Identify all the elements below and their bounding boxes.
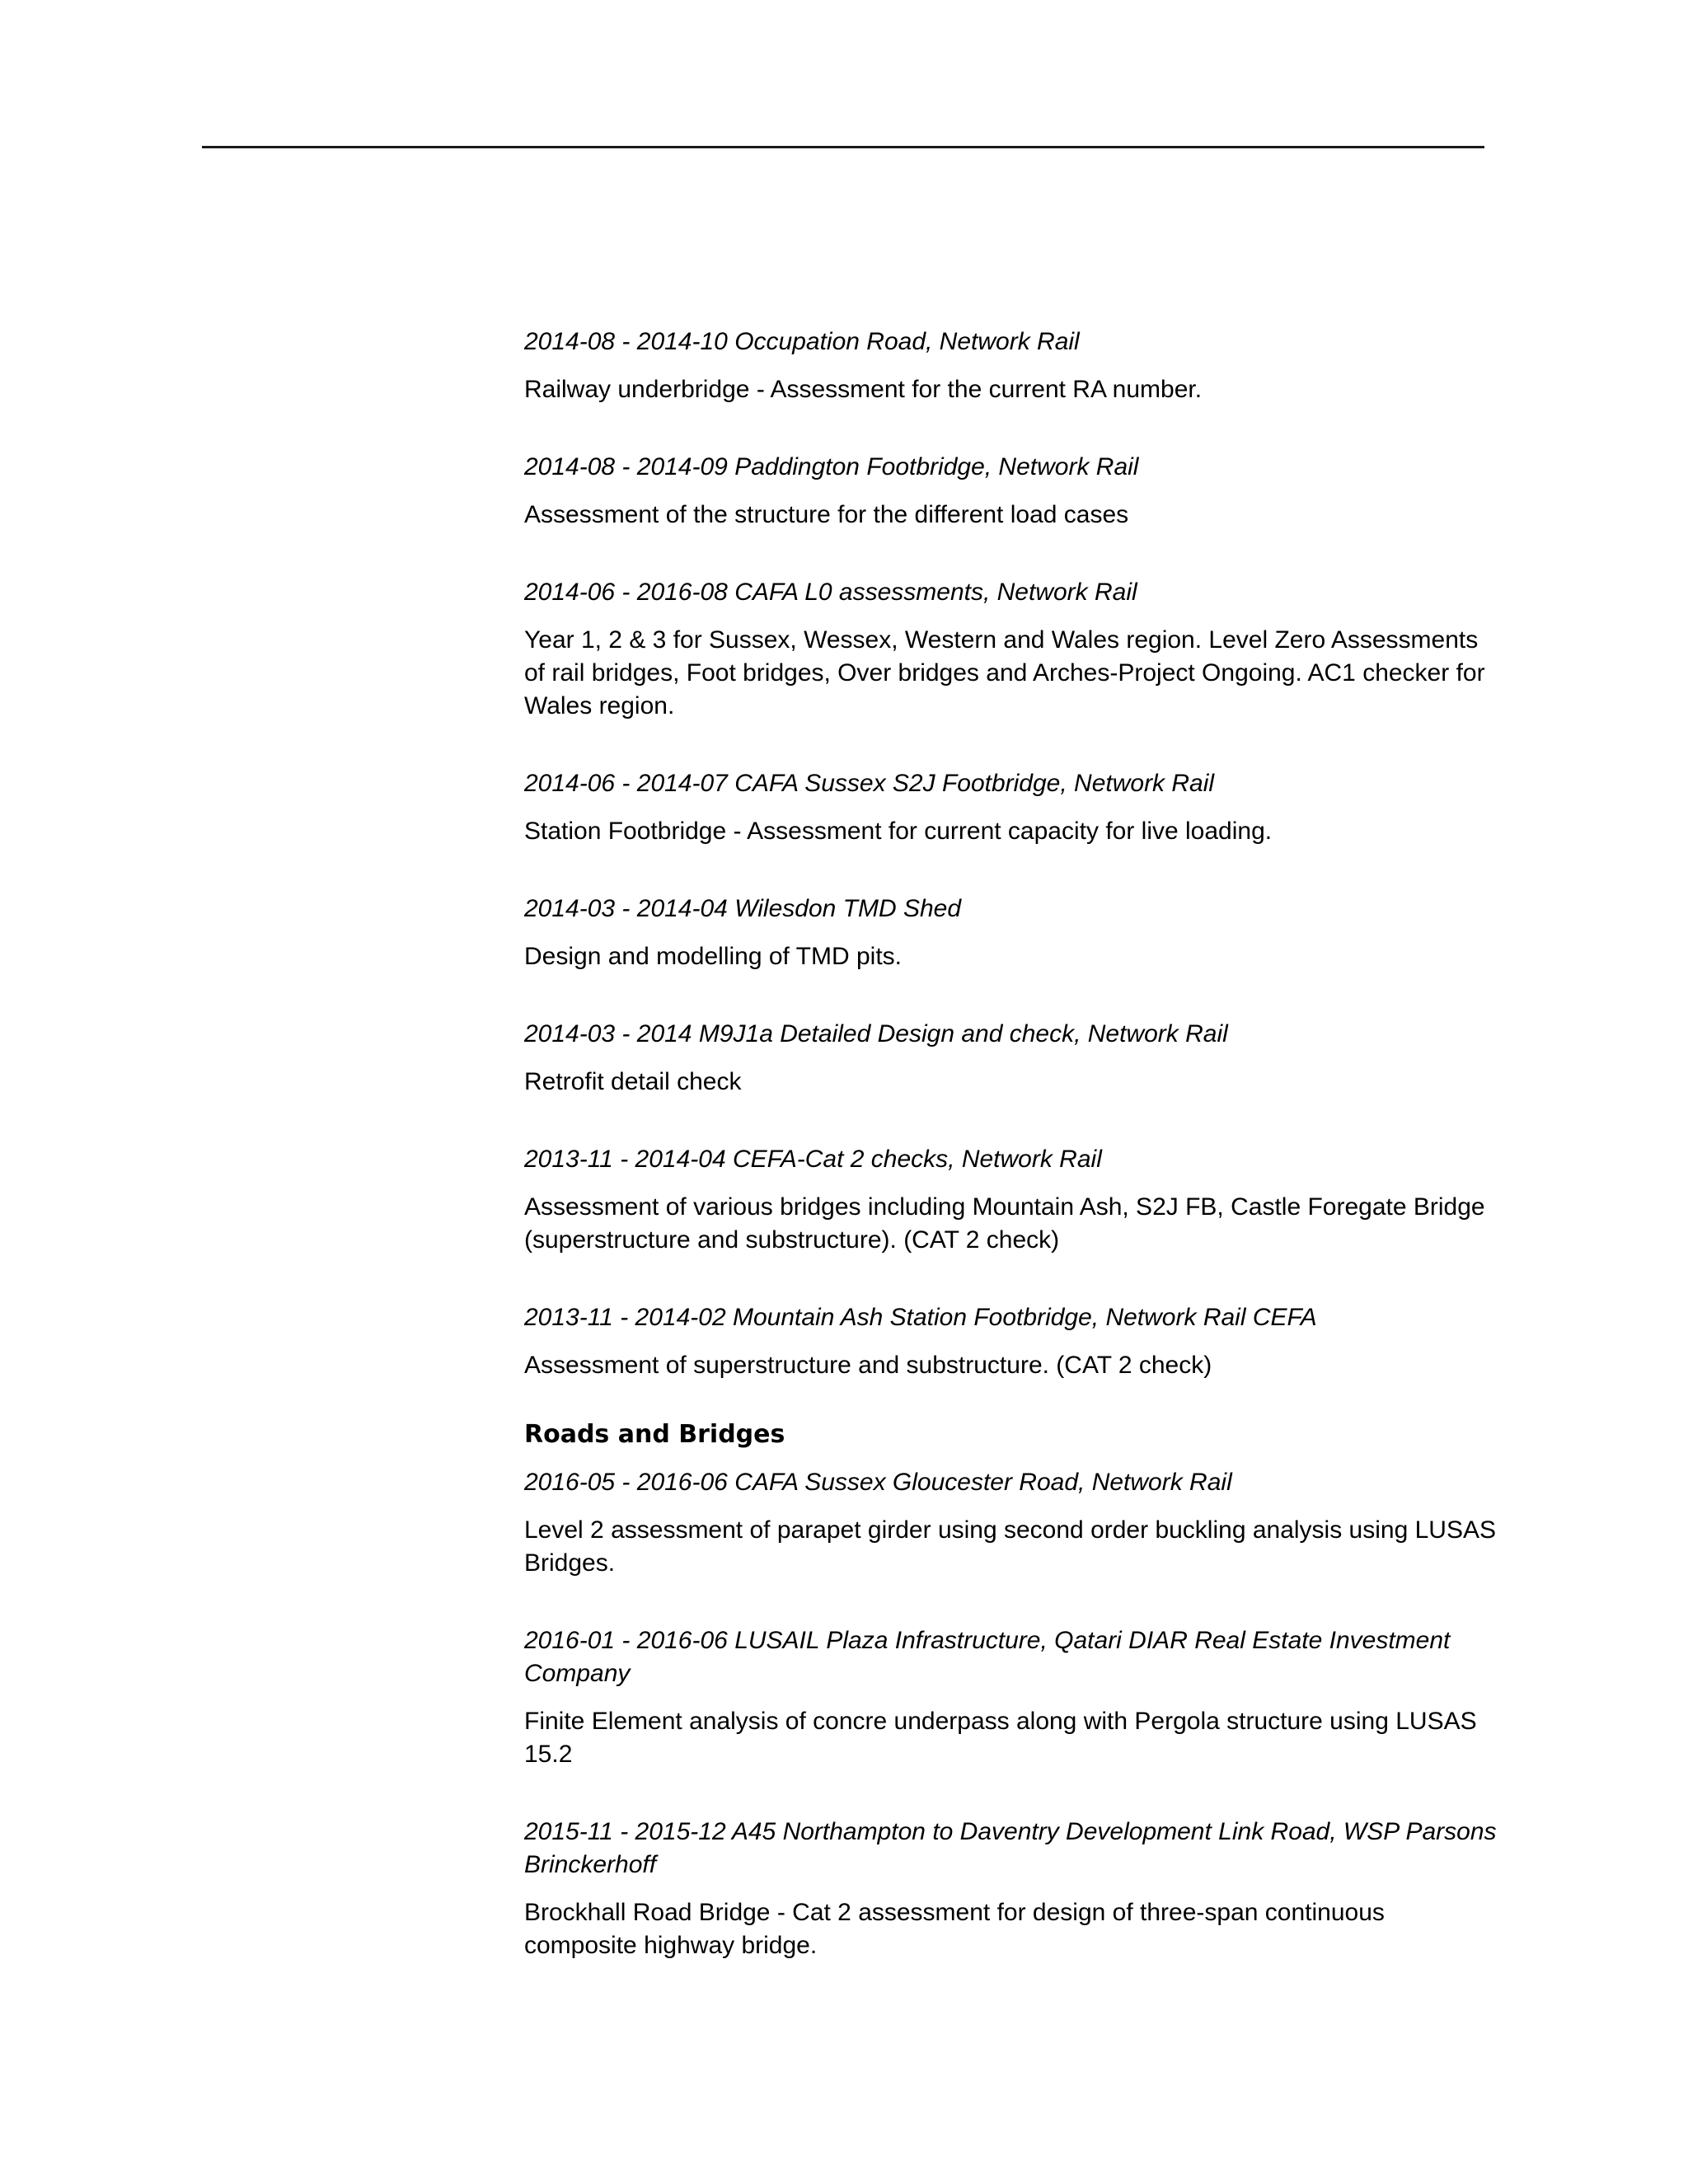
project-entry — [524, 576, 1497, 723]
project-title: 2015-11 - 2015-12 A45 Northampton to Daventry Development Link Road, WSP Parsons Brinckerhoff — [524, 1818, 1497, 1878]
project-title: 2013-11 - 2014-04 CEFA-Cat 2 checks, Network Rail — [524, 1146, 1102, 1173]
project-entry — [524, 1143, 1497, 1257]
project-title: 2014-08 - 2014-09 Paddington Footbridge, Network Rail — [524, 453, 1139, 480]
project-title: 2014-03 - 2014-04 Wilesdon TMD Shed — [524, 895, 962, 922]
project-description: Assessment of superstructure and substructure. (CAT 2 check) — [524, 1352, 1212, 1379]
project-entry — [524, 1018, 1497, 1099]
project-entry — [524, 326, 1497, 406]
project-entry — [524, 767, 1497, 848]
project-title: 2016-05 - 2016-06 CAFA Sussex Gloucester Road, Network Rail — [524, 1469, 1232, 1496]
project-title: 2016-01 - 2016-06 LUSAIL Plaza Infrastructure, Qatari DIAR Real Estate Investment Company — [524, 1627, 1451, 1687]
project-entry — [524, 451, 1497, 532]
project-description: Station Footbridge - Assessment for current capacity for live loading. — [524, 818, 1273, 845]
rail-projects — [524, 326, 1497, 1382]
project-description: Assessment of various bridges including Mountain Ash, S2J FB, Castle Foregate Bridge (superstructure and substructure). (CAT 2 check) — [524, 1193, 1485, 1254]
section-heading: Roads and Bridges — [524, 1420, 785, 1449]
project-title: 2014-03 - 2014 M9J1a Detailed Design and check, Network Rail — [524, 1020, 1228, 1047]
project-title: 2014-06 - 2014-07 CAFA Sussex S2J Footbridge, Network Rail — [524, 770, 1215, 797]
header-divider — [202, 146, 1484, 148]
roads-and-bridges-section — [524, 1418, 1497, 1962]
project-title: 2014-08 - 2014-10 Occupation Road, Network Rail — [524, 328, 1080, 355]
project-entry — [524, 1466, 1497, 1580]
project-entry — [524, 1624, 1497, 1771]
project-description: Railway underbridge - Assessment for the current RA number. — [524, 376, 1203, 403]
project-description: Level 2 assessment of parapet girder using second order buckling analysis using LUSAS Bridges. — [524, 1516, 1496, 1577]
project-description: Brockhall Road Bridge - Cat 2 assessment for design of three-span continuous composite highway bridge. — [524, 1899, 1385, 1959]
project-title: 2014-06 - 2016-08 CAFA L0 assessments, Network Rail — [524, 579, 1137, 606]
project-entry — [524, 1301, 1497, 1382]
project-entry — [524, 1816, 1497, 1962]
project-entry — [524, 893, 1497, 973]
project-description: Retrofit detail check — [524, 1068, 742, 1095]
experience-content — [524, 326, 1497, 2007]
project-description: Design and modelling of TMD pits. — [524, 943, 902, 970]
project-description: Assessment of the structure for the different load cases — [524, 501, 1129, 528]
project-description: Year 1, 2 & 3 for Sussex, Wessex, Western and Wales region. Level Zero Assessments of rail bridges, Foot bridges, Over bridges and Arches-Project Ongoing. AC1 checker for Wales region. — [524, 626, 1485, 719]
project-title: 2013-11 - 2014-02 Mountain Ash Station Footbridge, Network Rail CEFA — [524, 1304, 1317, 1331]
project-description: Finite Element analysis of concre underpass along with Pergola structure using LUSAS 15.2 — [524, 1708, 1477, 1768]
